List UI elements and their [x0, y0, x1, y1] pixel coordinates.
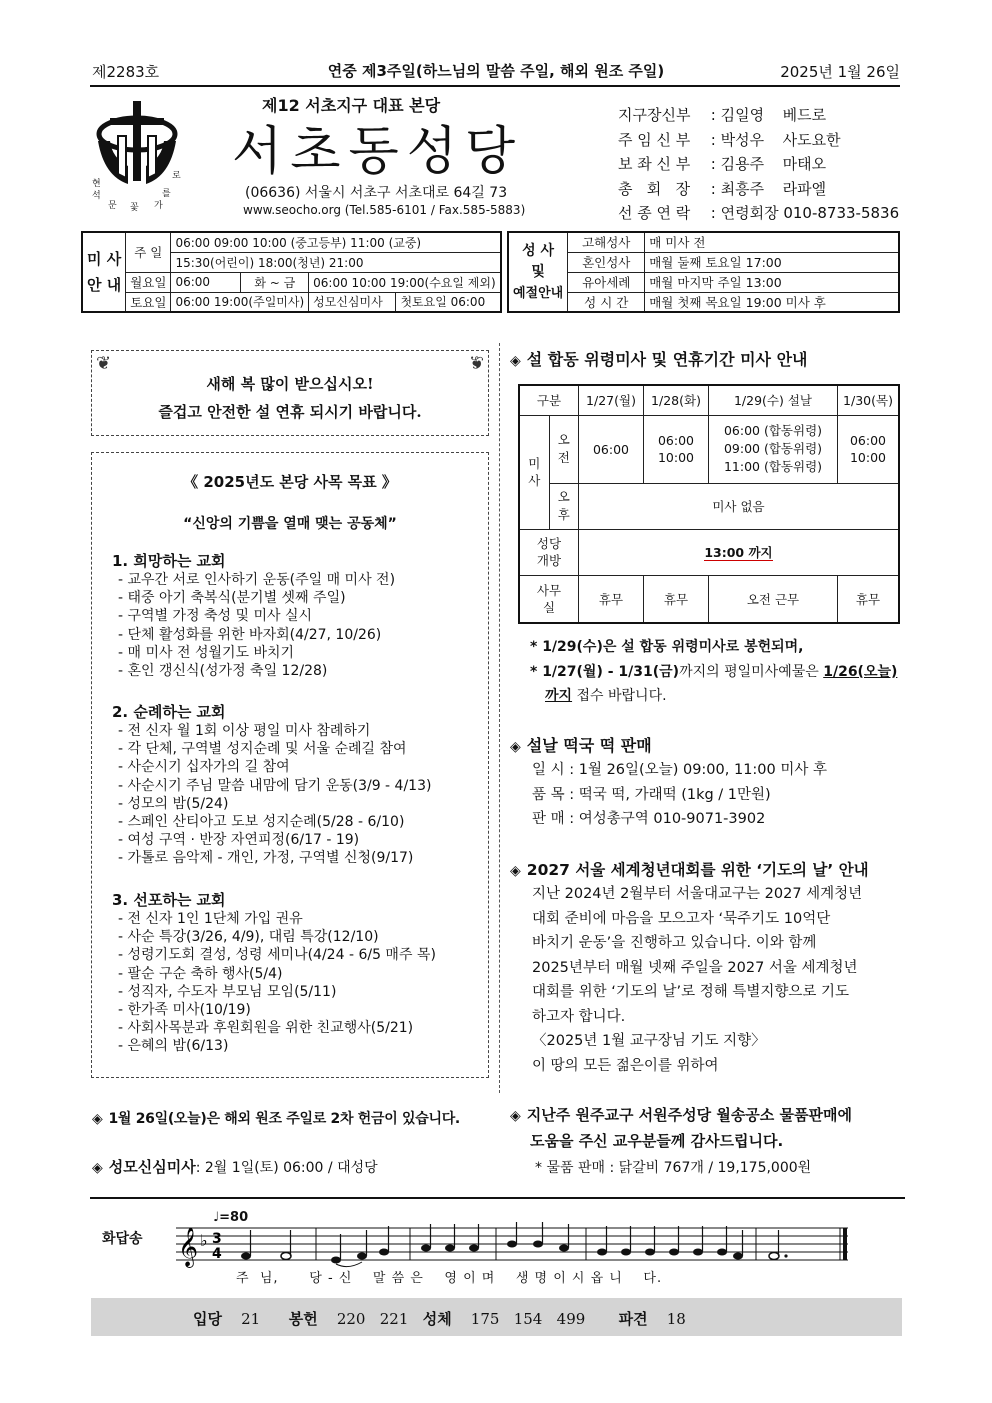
parish-name: 서초동성당 [232, 122, 524, 182]
hymn-bar [91, 1298, 902, 1336]
mass-schedule-table [81, 231, 502, 313]
monday-label: 월요일 [126, 272, 171, 292]
diamond-bullet-icon: ◈ [510, 863, 521, 879]
svg-text:𝄞: 𝄞 [178, 1227, 199, 1267]
clergy-saint: 라파엘 [782, 179, 827, 198]
goal-item: - 사순시기 주님 말씀 내맘에 담기 운동(3/9 - 4/13) [118, 777, 432, 794]
hymn-label: 파견 [618, 1310, 648, 1328]
goal-item: - 가톨로 음악제 - 개인, 가정, 구역별 신청(9/17) [118, 850, 414, 867]
second-collection-notice: ◈ 1월 26일(오늘)은 해외 원조 주일로 2차 헌금이 있습니다. [92, 1111, 460, 1127]
col-header: 1/28(화) [644, 385, 709, 415]
sacrament-name: 고해성사 [568, 232, 645, 252]
hymn-numbers [193, 1308, 686, 1329]
clergy-role: 선 종 연 락 [618, 204, 691, 222]
clergy-saint: 베드로 [782, 106, 827, 124]
thanks-sales: * 물품 판매 : 닭갈비 767개 / 19,175,000원 [535, 1160, 812, 1176]
holiday-mass-table [518, 384, 900, 624]
goal-item: - 스페인 산티아고 도보 성지순례(5/28 - 6/10) [118, 814, 405, 831]
table-cell: 13:00 까지 [579, 529, 900, 575]
row-header: 미 사 [519, 415, 549, 529]
psalm-staff [176, 1222, 852, 1270]
clergy-row: 선 종 연 락 : 연령회장 010-8733-5836 [618, 204, 900, 222]
goal-item: - 혼인 갱신식(성가정 축일 12/28) [118, 663, 328, 680]
sacrament-value: 매월 첫째 목요일 19:00 미사 후 [645, 292, 899, 312]
wyd-body [532, 882, 862, 1078]
goal-item: - 한가족 미사(10/19) [118, 1002, 251, 1019]
hymn-value: 175 154 499 [470, 1310, 586, 1328]
hymn-label: 성체 [422, 1310, 452, 1328]
clergy-name: 김용주 [720, 155, 765, 173]
corner-ornament-icon: ❦ [96, 353, 112, 374]
goal-item: - 여성 구역 · 반장 자연피정(6/17 - 19) [118, 832, 360, 849]
goal-item: - 사순시기 십자가의 길 참여 [118, 759, 290, 776]
table-cell: 06:00 [579, 415, 644, 483]
psalm-label: 화답송 [102, 1231, 143, 1247]
goal-section [112, 550, 395, 680]
goal-item: - 사순 특강(3/26, 4/9), 대림 특강(12/10) [118, 929, 379, 946]
goal-item: - 사회사목분과 후원회원을 위한 친교행사(5/21) [118, 1020, 414, 1037]
clergy-row: 총 회 장 : 최흥주 라파엘 [618, 179, 827, 198]
weekday-label: 화 ~ 금 [241, 272, 309, 292]
sacrament-name: 유아세례 [568, 272, 645, 292]
sacrament-value: 매월 둘째 토요일 17:00 [645, 252, 899, 272]
goal-item: - 태중 아기 축복식(분기별 셋째 주일) [118, 590, 346, 607]
goal-item: - 은혜의 밤(6/13) [118, 1038, 229, 1055]
goal-item: - 성령기도회 결성, 성령 세미나(4/24 - 6/5 매주 목) [118, 947, 436, 964]
row-header: 성당 개방 [519, 529, 579, 575]
goal-item: - 교우간 서로 인사하기 운동(주일 매 미사 전) [118, 572, 396, 588]
marian-mass-notice: ◈ 성모신심미사: 2월 1일(토) 06:00 / 대성당 [92, 1158, 378, 1176]
logo-char: 석 [92, 191, 101, 201]
goal-item: - 구역별 가정 축성 및 미사 실시 [118, 608, 313, 625]
holiday-note-3: 까지 접수 바랍니다. [545, 688, 667, 704]
sunday-label: 주 일 [126, 232, 171, 272]
weekday-time: 06:00 10:00 19:00(수요일 제외) [309, 272, 501, 292]
rice-cake-when: 일 시 : 1월 26일(오늘) 09:00, 11:00 미사 후 [532, 762, 827, 778]
holiday-section-title: ◈ 설 합동 위령미사 및 연휴기간 미사 안내 [510, 350, 808, 369]
parish-contact: www.seocho.org (Tel.585-6101 / Fax.585-5883) [243, 203, 526, 217]
thanks-notice: ◈ 지난주 원주교구 서원주성당 월송공소 물품판매에 도움을 주신 교우분들께 감사드립니다. [510, 1106, 852, 1150]
clergy-list [618, 104, 899, 227]
diamond-bullet-icon: ◈ [510, 353, 521, 369]
goal-item: - 팔순 구순 축하 행사(5/4) [118, 965, 283, 982]
clergy-role: 총 회 장 [618, 179, 691, 198]
rice-cake-section-title: ◈ 설날 떡국 떡 판매 [510, 736, 652, 755]
table-cell: 미사 없음 [579, 483, 900, 529]
saturday-time: 06:00 19:00(주일미사) [171, 292, 309, 312]
parish-address: (06636) 서울시 서초구 서초대로 64길 73 [245, 185, 508, 201]
clergy-row: 주 임 신 부 : 박성우 사도요한 [618, 130, 841, 149]
table-cell: 06:00 10:00 [644, 415, 709, 483]
sunday-times-1: 06:00 09:00 10:00 (중고등부) 11:00 (교중) [171, 232, 501, 252]
clergy-saint: 사도요한 [782, 130, 841, 149]
hymn-value: 18 [666, 1310, 686, 1328]
saturday-label: 토요일 [126, 292, 171, 312]
monday-time: 06:00 [171, 272, 241, 292]
goal-item: - 매 미사 전 성월기도 바치기 [118, 644, 295, 661]
row-header: 오 전 [549, 415, 578, 483]
wyd-section-title: ◈ 2027 서울 세계청년대회를 위한 ‘기도의 날’ 안내 [510, 861, 869, 879]
table-cell: 오전 근무 [709, 575, 838, 623]
logo-char: 를 [162, 189, 171, 199]
clergy-role: 보 좌 신 부 [618, 155, 691, 173]
wyd-line: 바치기 운동’을 진행하고 있습니다. 이와 함께 [532, 935, 817, 951]
logo-char: 문 [108, 201, 117, 211]
table-cell: 휴무 [644, 575, 709, 623]
psalm-lyrics: 주 님, 당 - 신 말 씀 은 영 이 며 생 명 이 시 옵 니 다. [236, 1271, 663, 1286]
mass-label: 미 사 안 내 [82, 232, 126, 312]
clergy-name: 김일영 [720, 106, 765, 124]
clergy-role: 주 임 신 부 [618, 130, 691, 149]
clergy-row: 보 좌 신 부 : 김용주 마태오 [618, 155, 827, 173]
issue-date: 2025년 1월 26일 [780, 63, 900, 81]
parish-logo [90, 96, 185, 211]
goals-title: 《 2025년도 본당 사목 목표 》 [183, 473, 397, 491]
wyd-line: 이 땅의 모든 젊은이를 위하여 [532, 1057, 719, 1074]
goals-motto: “신앙의 기쁨을 열매 맺는 공동체” [183, 516, 397, 532]
table-cell: 휴무 [579, 575, 644, 623]
row-header: 오 후 [549, 483, 578, 529]
holiday-note-2: * 1/27(월) - 1/31(금)까지의 평일미사예물은 1/26(오늘) [530, 664, 898, 680]
parish-subtitle: 제12 서초지구 대표 본당 [262, 96, 441, 115]
header-rule [90, 85, 900, 87]
corner-ornament-icon: ❦ [468, 353, 484, 374]
hymn-label: 봉헌 [288, 1310, 318, 1328]
liturgical-sunday: 연중 제3주일(하느님의 말씀 주일, 해외 원조 주일) [327, 62, 665, 80]
wyd-line: 지난 2024년 2월부터 서울대교구는 2027 세계청년 [532, 886, 863, 902]
sunday-times-2: 15:30(어린이) 18:00(청년) 21:00 [171, 252, 501, 272]
clergy-name: 최흥주 [720, 179, 765, 198]
table-cell: 06:00 10:00 [838, 415, 900, 483]
clergy-name: 박성우 [720, 130, 765, 149]
goal-item: - 성모의 밤(5/24) [118, 795, 229, 812]
pastoral-goals-box [91, 452, 489, 1078]
wyd-line: 〈2025년 1월 교구장님 기도 지향〉 [532, 1033, 766, 1049]
sacrament-value: 매 미사 전 [645, 232, 899, 252]
greeting-line-2: 즐겁고 안전한 설 연휴 되시기 바랍니다. [158, 403, 422, 421]
footer-rule [90, 1197, 905, 1199]
saturday-extra-label: 성모신심미사 [309, 292, 396, 312]
rice-cake-items: 품 목 : 떡국 떡, 가래떡 (1kg / 1만원) [532, 786, 771, 803]
sacrament-name: 성 시 간 [568, 292, 645, 312]
goal-item: - 전 신자 1인 1단체 가입 권유 [118, 911, 303, 927]
greeting-line-1: 새해 복 많이 받으십시오! [206, 375, 374, 393]
wyd-line: 2025년부터 매월 넷째 주일을 2027 서울 세계청년 [532, 959, 858, 976]
holiday-note-1: * 1/29(수)은 설 합동 위령미사로 봉헌되며, [530, 639, 804, 655]
wyd-line: 대회를 위한 ‘기도의 날’로 정해 특별지향으로 기도 [532, 984, 850, 1000]
sacrament-value: 매월 마지막 주일 13:00 [645, 272, 899, 292]
diamond-bullet-icon: ◈ [92, 1160, 103, 1176]
goal-item: - 성직자, 수도자 부모님 모임(5/11) [118, 983, 337, 1000]
logo-char: 가 [154, 201, 163, 211]
greeting-box [91, 350, 489, 436]
column-divider [499, 343, 500, 1093]
col-header: 1/29(수) 설날 [709, 385, 838, 415]
table-cell: 휴무 [838, 575, 900, 623]
rice-cake-seller: 판 매 : 여성총구역 010-9071-3902 [532, 811, 766, 827]
svg-text:4: 4 [212, 1246, 222, 1262]
issue-number: 제2283호 [92, 63, 160, 81]
goal-item: - 전 신자 월 1회 이상 평일 미사 참례하기 [118, 723, 371, 739]
col-header: 1/30(목) [838, 385, 900, 415]
svg-text:♭: ♭ [200, 1231, 208, 1250]
goal-section [112, 889, 436, 1056]
goal-heading: 1. 희망하는 교회 [112, 552, 226, 570]
sacrament-table [507, 231, 900, 313]
col-header: 1/27(월) [579, 385, 644, 415]
table-cell: 06:00 (합동위령) 09:00 (합동위령) 11:00 (합동위령) [709, 415, 838, 483]
hymn-value: 21 [241, 1310, 261, 1328]
wyd-line: 대회 준비에 마음을 모으고자 ‘묵주기도 10억단 [532, 910, 831, 927]
row-header: 사무 실 [519, 575, 579, 623]
diamond-bullet-icon: ◈ [510, 739, 521, 755]
tempo-marking: ♩=80 [213, 1210, 249, 1225]
diamond-bullet-icon: ◈ [92, 1111, 103, 1127]
logo-char: 로 [172, 171, 181, 181]
col-header: 구분 [519, 385, 579, 415]
clergy-saint: 마태오 [782, 155, 827, 173]
clergy-role: 지구장신부 [618, 106, 691, 124]
clergy-name: 연령회장 010-8733-5836 [720, 204, 900, 222]
logo-char: 꽃 [130, 203, 139, 213]
goal-item: - 각 단체, 구역별 성지순례 및 서울 순례길 참여 [118, 741, 407, 758]
goal-heading: 2. 순례하는 교회 [112, 703, 226, 721]
diamond-bullet-icon: ◈ [510, 1108, 521, 1124]
logo-char: 현 [92, 179, 101, 189]
wyd-line: 하고자 합니다. [532, 1008, 626, 1025]
goal-heading: 3. 선포하는 교회 [112, 891, 226, 909]
goal-section [112, 701, 431, 868]
sacrament-name: 혼인성사 [568, 252, 645, 272]
goal-item: - 단체 활성화를 위한 바자회(4/27, 10/26) [118, 626, 382, 643]
sacrament-label: 성 사 및 예절안내 [508, 232, 568, 312]
saturday-extra-time: 첫토요일 06:00 [396, 292, 501, 312]
svg-text:3: 3 [212, 1231, 222, 1247]
hymn-label: 입당 [193, 1310, 222, 1328]
hymn-value: 220 221 [336, 1310, 409, 1328]
clergy-row: 지구장신부 : 김일영 베드로 [618, 106, 827, 124]
rice-cake-details [532, 758, 827, 832]
